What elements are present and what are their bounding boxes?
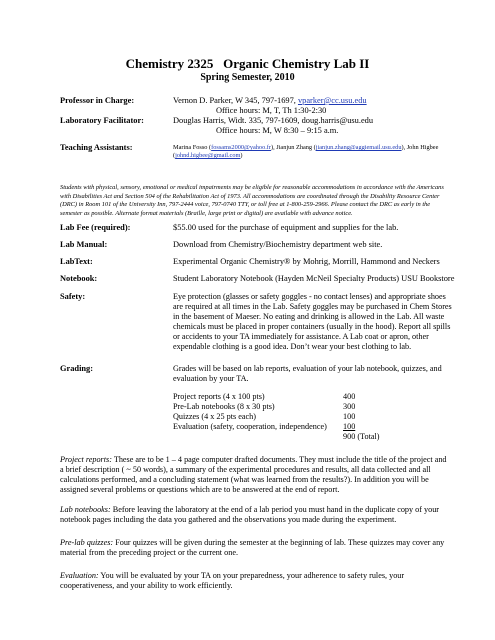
assistants-info [173, 144, 458, 160]
points-row [173, 412, 380, 422]
points-item: Pre-Lab notebooks (8 x 30 pts) [173, 402, 275, 411]
course-title: Chemistry 2325 Organic Chemistry Lab II [125, 56, 370, 71]
lab-manual-label: Lab Manual: [60, 240, 108, 249]
semester-subtitle: Spring Semester, 2010 [200, 72, 295, 83]
assistants-text-1: Marina Fosso ( [173, 144, 212, 151]
lab-text-label: LabText: [60, 257, 93, 266]
lab-notebooks-text: Before leaving the laboratory at the end of a lab period you must hand in the duplicate copy of your notebook pages including the data you gathered and the observations you made during the experiment. [60, 505, 440, 524]
points-item: Project reports (4 x 100 pts) [173, 392, 265, 401]
pre-lab-quizzes-section [60, 538, 452, 558]
points-row [173, 402, 380, 412]
lab-manual-value: Download from Chemistry/Biochemistry department web site. [173, 240, 383, 249]
project-reports-section [60, 455, 452, 495]
project-reports-heading: Project reports: [60, 455, 112, 464]
points-total-row [173, 432, 380, 442]
notebook-value: Student Laboratory Notebook (Hayden McNeil Specialty Products) USU Bookstore [173, 274, 455, 283]
ta-email-link-fosso[interactable]: fossams2000@yahoo.fr [211, 144, 271, 151]
assistants-label: Teaching Assistants: [60, 143, 133, 152]
lab-text-value: Experimental Organic Chemistry® by Mohrig, Morrill, Hammond and Neckers [173, 257, 440, 266]
facilitator-hours: Office hours: M, W 8:30 – 9:15 a.m. [216, 126, 339, 135]
professor-name: Vernon D. Parker, W 345, 797-1697, [173, 96, 298, 105]
pre-lab-quizzes-heading: Pre-lab quizzes: [60, 538, 114, 547]
evaluation-section [60, 571, 452, 591]
evaluation-text: You will be evaluated by your TA on your preparedness, your adherence to safety rules, your cooperativeness, and your ability to work efficiently. [60, 571, 405, 590]
lab-fee-label: Lab Fee (required): [60, 223, 131, 232]
assistants-text-2: ), Jianjun Zhang ( [270, 144, 316, 151]
safety-label: Safety: [60, 292, 86, 301]
points-value: 300 [343, 402, 356, 411]
notebook-label: Notebook: [60, 274, 98, 283]
points-total: 900 (Total) [343, 432, 380, 441]
grading-value: Grades will be based on lab reports, evaluation of your lab notebook, quizzes, and evaluation by your TA. [173, 364, 442, 383]
evaluation-heading: Evaluation: [60, 571, 99, 580]
project-reports-text: These are to be 1 – 4 page computer drafted documents. They must include the title of the project and a brief description ( ~ 50 words), a summary of the experimental procedures and results, all data collected and all calculations performed, and a concluding statement (what was learned from the results?). In addition you will be assigned several problems or questions which are to be answered at the end of report. [60, 455, 447, 494]
lab-fee-value: $55.00 used for the purchase of equipment and supplies for the lab. [173, 223, 399, 232]
lab-notebooks-heading: Lab notebooks: [60, 505, 111, 514]
points-item [173, 432, 343, 442]
points-item: Evaluation (safety, cooperation, independence) [173, 422, 327, 431]
grading-label: Grading: [60, 364, 94, 373]
ta-email-link-higbee[interactable]: johnd.higbee@gmail.com [175, 152, 241, 159]
facilitator-info: Douglas Harris, Widt. 335, 797-1609, doug.harris@usu.edu [173, 116, 374, 125]
professor-info [173, 96, 367, 106]
ta-email-link-zhang[interactable]: jianjun.zhang@aggiemail.usu.edu [315, 144, 402, 151]
points-item: Quizzes (4 x 25 pts each) [173, 412, 256, 421]
safety-value: Eye protection (glasses or safety goggles - no contact lenses) and appropriate shoes are required at all times in the Lab. Safety goggles may be purchased in Chem Stores in the basement of Maeser. No eating and drinking is allowed in the Lab. All waste chemicals must be placed in proper containers (usually in the hood). Report all spills or accidents to your TA immediately for assistance. A Lab coat or apron, other expendable clothing is a good idea. Don’t wear your best clothing to lab. [173, 292, 452, 351]
professor-hours: Office hours: M, T, Th 1:30-2:30 [216, 106, 327, 115]
facilitator-label: Laboratory Facilitator: [60, 116, 144, 125]
assistants-text-4: ( [173, 152, 176, 159]
assistants-text-3: ), John Higbee [401, 144, 439, 151]
disability-notice: Students with physical, sensory, emotional or medical impairments may be eligible for reasonable accommodations in accordance with the Americans with Disabilities Act and Section 504 of the Rehabilitation Act of 1973. All accommodations are coordinated through the Disability Resource Center (DRC) in Room 101 of the University Inn, 797-2444 voice, 797-0740 TTY, or toll free at 1-800-259-2966. Please contact the DRC as early in the semester as possible. Alternate format materials (Braille, large print or digital) are available with advance notice. [60, 184, 444, 217]
points-value: 400 [343, 392, 356, 401]
points-value: 100 [343, 422, 356, 431]
points-row [173, 422, 380, 432]
lab-notebooks-section [60, 505, 452, 525]
professor-label: Professor in Charge: [60, 96, 135, 105]
points-table [173, 392, 380, 442]
professor-email-link[interactable]: vparker@cc.usu.edu [297, 96, 367, 105]
points-row [173, 392, 380, 402]
points-value: 100 [343, 412, 356, 421]
pre-lab-quizzes-text: Four quizzes will be given during the semester at the beginning of lab. These quizzes may cover any material from the preceding project or the current one. [60, 538, 445, 557]
assistants-text-5: ) [240, 152, 243, 159]
